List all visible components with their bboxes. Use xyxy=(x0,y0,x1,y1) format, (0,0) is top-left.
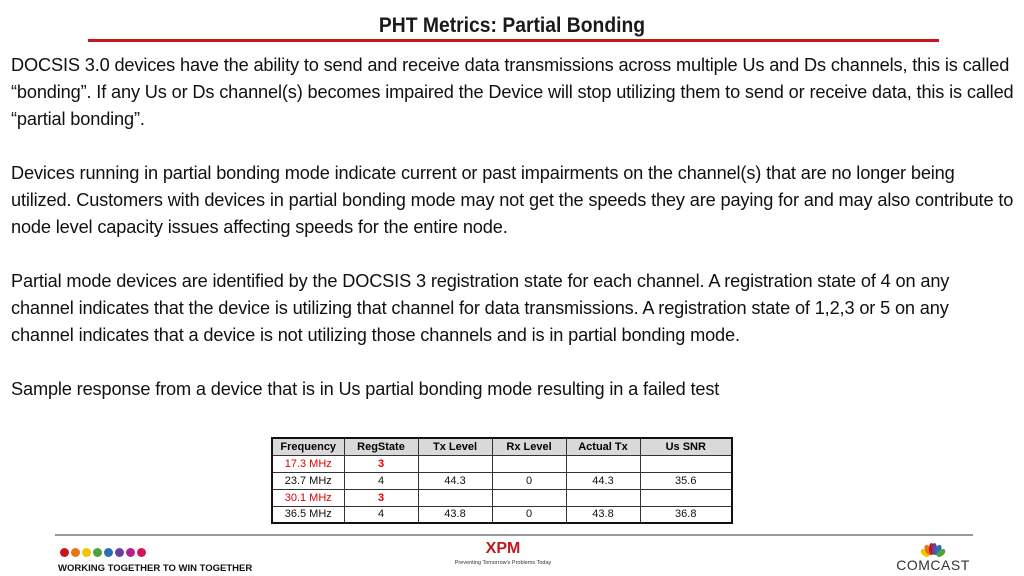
footer-divider xyxy=(55,534,973,536)
cell-regstate: 4 xyxy=(344,472,418,489)
brand-dot xyxy=(104,548,113,557)
cell-rx-level: 0 xyxy=(492,472,566,489)
cell-frequency: 30.1 MHz xyxy=(272,489,344,506)
xpm-logo xyxy=(448,540,558,566)
brand-dots xyxy=(60,548,146,557)
cell-us-snr: 35.6 xyxy=(640,472,732,489)
xpm-logo-tagline: Preventing Tomorrow's Problems Today xyxy=(454,560,552,566)
cell-rx-level xyxy=(492,455,566,472)
footer-tagline: WORKING TOGETHER TO WIN TOGETHER xyxy=(58,563,253,574)
cell-tx-level: 43.8 xyxy=(418,506,492,523)
header-frequency: Frequency xyxy=(272,438,344,455)
title-underline xyxy=(88,39,939,42)
header-rx-level: Rx Level xyxy=(492,438,566,455)
paragraph-bonding: DOCSIS 3.0 devices have the ability to send and receive data transmissions across multiple Us and Ds channels, this is called “bonding”. If any Us or Ds channel(s) becomes impaired the Device will stop utilizing them to send or receive data, this is called “partial bonding”. xyxy=(11,55,1014,129)
cell-actual-tx: 43.8 xyxy=(566,506,640,523)
body-text xyxy=(11,52,1016,403)
cell-frequency: 36.5 MHz xyxy=(272,506,344,523)
peacock-icon xyxy=(920,543,946,557)
brand-dot xyxy=(82,548,91,557)
table-row xyxy=(272,472,732,489)
cell-rx-level xyxy=(492,489,566,506)
table-header-row xyxy=(272,438,732,455)
cell-rx-level: 0 xyxy=(492,506,566,523)
cell-us-snr xyxy=(640,455,732,472)
brand-dot xyxy=(60,548,69,557)
cell-us-snr xyxy=(640,489,732,506)
header-us-snr: Us SNR xyxy=(640,438,732,455)
cell-tx-level: 44.3 xyxy=(418,472,492,489)
table-row xyxy=(272,506,732,523)
brand-dot xyxy=(71,548,80,557)
brand-dot xyxy=(115,548,124,557)
page-title: PHT Metrics: Partial Bonding xyxy=(378,14,646,37)
cell-regstate: 3 xyxy=(344,489,418,506)
cell-tx-level xyxy=(418,455,492,472)
paragraph-registration-state: Partial mode devices are identified by the DOCSIS 3 registration state for each channel. A registration state of 4 on any channel indicates that the device is utilizing that channel for data transmissions. A registration state of 1,2,3 or 5 on any channel indicates that a device is not utilizing those channels and is in partial bonding mode. xyxy=(11,271,950,345)
header-regstate: RegState xyxy=(344,438,418,455)
table-row xyxy=(272,455,732,472)
cell-actual-tx xyxy=(566,455,640,472)
cell-regstate: 3 xyxy=(344,455,418,472)
brand-dot xyxy=(93,548,102,557)
table-row xyxy=(272,489,732,506)
comcast-logo xyxy=(888,543,978,573)
cell-actual-tx xyxy=(566,489,640,506)
company-name: COMCAST xyxy=(896,557,970,573)
header-actual-tx: Actual Tx xyxy=(566,438,640,455)
cell-regstate: 4 xyxy=(344,506,418,523)
brand-dot xyxy=(137,548,146,557)
xpm-logo-text: XPM xyxy=(485,540,521,557)
cell-frequency: 17.3 MHz xyxy=(272,455,344,472)
paragraph-partial-bonding-impact: Devices running in partial bonding mode indicate current or past impairments on the channel(s) that are no longer being utilized. Customers with devices in partial bonding mode may not get the speeds they are paying for and may also contribute to node level capacity issues affecting speeds for the entire node. xyxy=(11,163,1014,237)
cell-us-snr: 36.8 xyxy=(640,506,732,523)
header-tx-level: Tx Level xyxy=(418,438,492,455)
brand-dot xyxy=(126,548,135,557)
cell-frequency: 23.7 MHz xyxy=(272,472,344,489)
paragraph-sample-caption: Sample response from a device that is in Us partial bonding mode resulting in a failed test xyxy=(11,379,720,399)
cell-actual-tx: 44.3 xyxy=(566,472,640,489)
sample-response-table xyxy=(271,437,733,524)
cell-tx-level xyxy=(418,489,492,506)
